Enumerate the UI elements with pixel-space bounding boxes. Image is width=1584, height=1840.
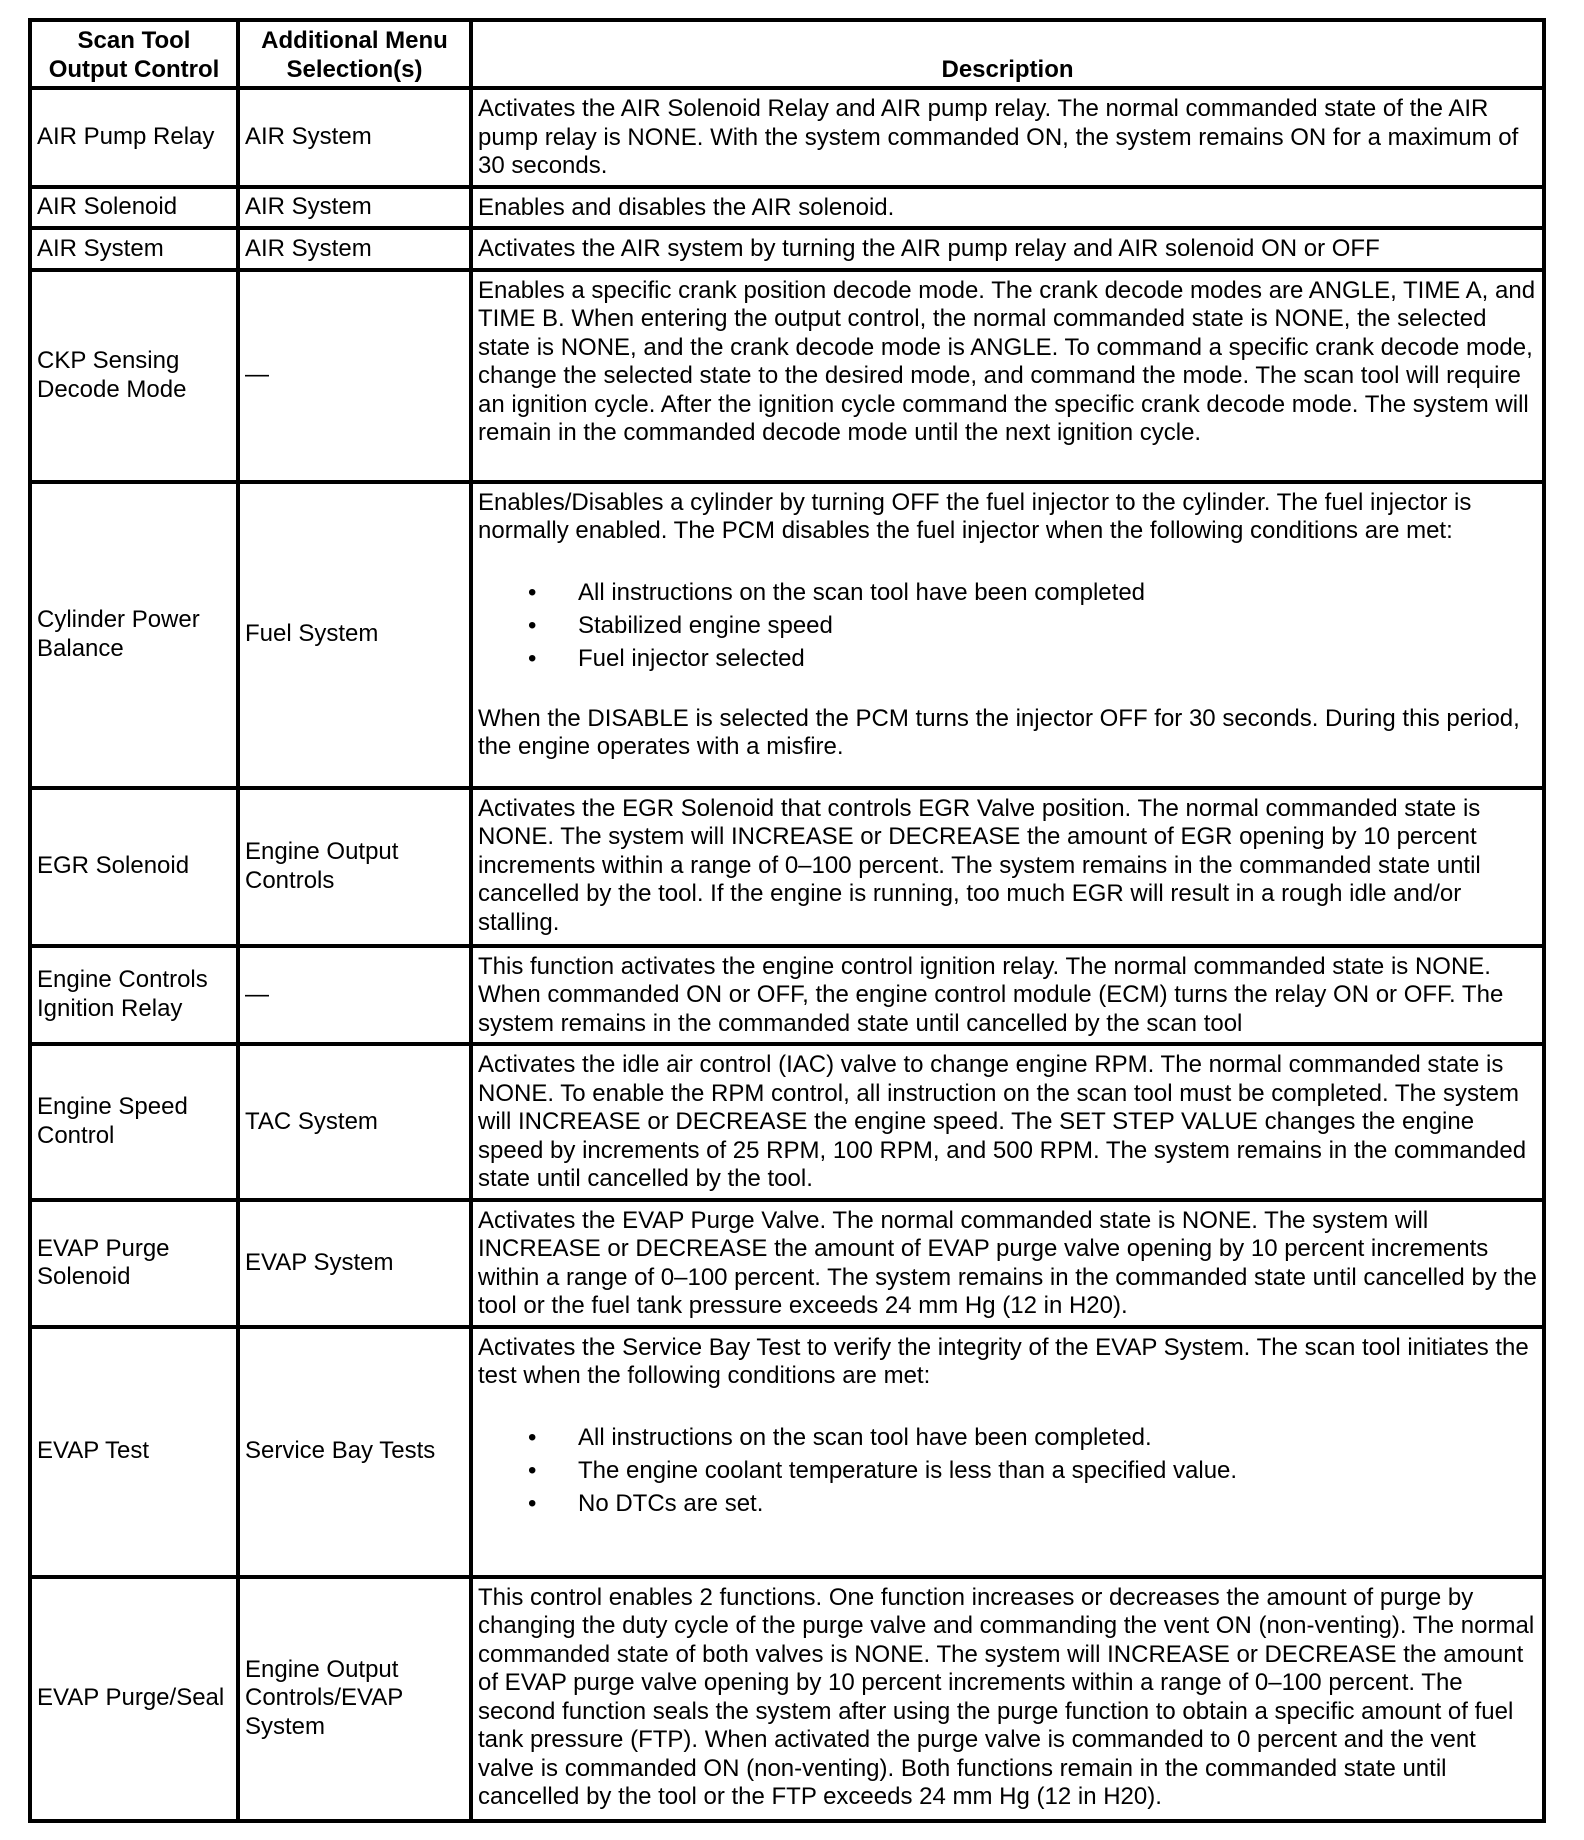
description-cell: This control enables 2 functions. One function increases or decreases the amount of purge by changing the duty cycle of the purge valve and commanding the vent ON (non-venting). The normal commanded state of both valves is NONE. The system will INCREASE or DECREASE the amount of EVAP purge valve opening by 10 percent increments within a range of 0–100 percent. The second function seals the system after using the purge function to obtain a specific amount of fuel tank pressure (FTP). When activated the purge valve is commanded to 0 percent and the vent valve is commanded ON (non-venting). Both functions remain in the commanded state until cancelled by the tool or the FTP exceeds 24 mm Hg (12 in H20). [471, 1577, 1544, 1821]
menu-cell: Service Bay Tests [238, 1327, 471, 1577]
control-cell: AIR System [30, 228, 238, 270]
control-cell: CKP Sensing Decode Mode [30, 270, 238, 482]
control-cell: Cylinder Power Balance [30, 482, 238, 788]
description-cell: Activates the EVAP Purge Valve. The normal commanded state is NONE. The system will INCREASE or DECREASE the amount of EVAP purge valve opening by 10 percent increments within a range of 0–100 percent. The system remains in the commanded state until cancelled by the tool or the fuel tank pressure exceeds 24 mm Hg (12 in H20). [471, 1200, 1544, 1327]
header-description: Description [471, 20, 1544, 88]
conditions-list [478, 1421, 1537, 1520]
description-cell: Activates the AIR Solenoid Relay and AIR pump relay. The normal commanded state of the AIR pump relay is NONE. With the system commanded ON, the system remains ON for a maximum of 30 seconds. [471, 88, 1544, 187]
description-intro: Enables/Disables a cylinder by turning OFF the fuel injector to the cylinder. The fuel injector is normally enabled. The PCM disables the fuel injector when the following conditions are met: [478, 488, 1472, 544]
table-row [30, 228, 1544, 270]
table-header-row [30, 20, 1544, 88]
control-cell: EGR Solenoid [30, 788, 238, 946]
output-controls-table [28, 18, 1546, 1823]
control-cell: EVAP Purge Solenoid [30, 1200, 238, 1327]
description-cell: Activates the EGR Solenoid that controls EGR Valve position. The normal commanded state is NONE. The system will INCREASE or DECREASE the amount of EGR opening by 10 percent increments within a range of 0–100 percent. The system remains in the commanded state until cancelled by the tool. If the engine is running, too much EGR will result in a rough idle and/or stalling. [471, 788, 1544, 946]
table-row [30, 1200, 1544, 1327]
menu-cell: Engine Output Controls/EVAP System [238, 1577, 471, 1821]
description-cell: Activates the AIR system by turning the AIR pump relay and AIR solenoid ON or OFF [471, 228, 1544, 270]
header-scan-tool-output-control: Scan Tool Output Control [30, 20, 238, 88]
description-cell [471, 482, 1544, 788]
control-cell: EVAP Test [30, 1327, 238, 1577]
table-row [30, 788, 1544, 946]
table-row [30, 88, 1544, 187]
menu-cell: EVAP System [238, 1200, 471, 1327]
conditions-list [478, 576, 1537, 675]
description-cell: Activates the idle air control (IAC) valve to change engine RPM. The normal commanded state is NONE. To enable the RPM control, all instruction on the scan tool must be completed. The system will INCREASE or DECREASE the engine speed. The SET STEP VALUE changes the engine speed by increments of 25 RPM, 100 RPM, and 500 RPM. The system remains in the commanded state until cancelled by the tool. [471, 1044, 1544, 1200]
description-cell: Enables and disables the AIR solenoid. [471, 187, 1544, 229]
control-cell: Engine Speed Control [30, 1044, 238, 1200]
table-row [30, 1327, 1544, 1577]
list-item: • Stabilized engine speed [478, 609, 1537, 642]
menu-cell: Engine Output Controls [238, 788, 471, 946]
table-row [30, 187, 1544, 229]
menu-cell: Fuel System [238, 482, 471, 788]
menu-cell: — [238, 946, 471, 1045]
list-item: • Fuel injector selected [478, 642, 1537, 675]
table-row [30, 946, 1544, 1045]
description-followup: When the DISABLE is selected the PCM turns the injector OFF for 30 seconds. During this period, the engine operates with a misfire. [478, 704, 1520, 760]
table-row [30, 482, 1544, 788]
scan-tool-output-controls-document [28, 18, 1546, 1823]
menu-cell: AIR System [238, 228, 471, 270]
description-intro: Activates the Service Bay Test to verify the integrity of the EVAP System. The scan tool initiates the test when the following conditions are met: [478, 1333, 1529, 1389]
menu-cell: AIR System [238, 187, 471, 229]
header-additional-menu-selections: Additional Menu Selection(s) [238, 20, 471, 88]
table-row [30, 1577, 1544, 1821]
menu-cell: TAC System [238, 1044, 471, 1200]
description-cell: Enables a specific crank position decode mode. The crank decode modes are ANGLE, TIME A, and TIME B. When entering the output control, the normal commanded state is NONE, the selected state is NONE, and the crank decode mode is ANGLE. To command a specific crank decode mode, change the selected state to the desired mode, and command the mode. The scan tool will require an ignition cycle. After the ignition cycle command the specific crank decode mode. The system will remain in the commanded decode mode until the next ignition cycle. [471, 270, 1544, 482]
list-item: • All instructions on the scan tool have been completed [478, 576, 1537, 609]
description-cell [471, 1327, 1544, 1577]
menu-cell: — [238, 270, 471, 482]
table-row [30, 270, 1544, 482]
table-row [30, 1044, 1544, 1200]
control-cell: Engine Controls Ignition Relay [30, 946, 238, 1045]
list-item: • The engine coolant temperature is less than a specified value. [478, 1454, 1537, 1487]
control-cell: EVAP Purge/Seal [30, 1577, 238, 1821]
menu-cell: AIR System [238, 88, 471, 187]
list-item: • No DTCs are set. [478, 1487, 1537, 1520]
list-item: • All instructions on the scan tool have been completed. [478, 1421, 1537, 1454]
control-cell: AIR Solenoid [30, 187, 238, 229]
control-cell: AIR Pump Relay [30, 88, 238, 187]
description-cell: This function activates the engine control ignition relay. The normal commanded state is NONE. When commanded ON or OFF, the engine control module (ECM) turns the relay ON or OFF. The system remains in the commanded state until cancelled by the scan tool [471, 946, 1544, 1045]
